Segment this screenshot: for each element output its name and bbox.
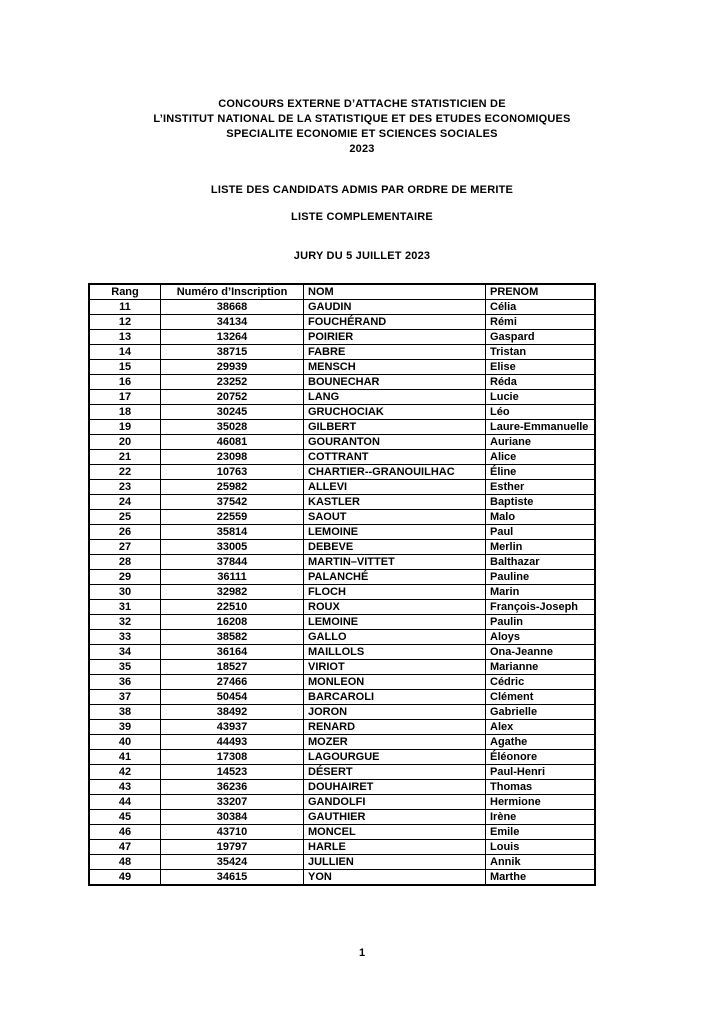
rang-cell: 24: [89, 495, 161, 510]
rang-cell: 41: [89, 750, 161, 765]
table-row: [89, 675, 595, 690]
rang-cell: 34: [89, 645, 161, 660]
rang-cell: 47: [89, 840, 161, 855]
table-row: [89, 465, 595, 480]
prenom-cell: Agathe: [486, 735, 596, 750]
numero-cell: 43710: [161, 825, 304, 840]
numero-cell: 38715: [161, 345, 304, 360]
nom-cell: GAUTHIER: [304, 810, 486, 825]
jury-date: JURY DU 5 JUILLET 2023: [293, 250, 431, 262]
table-row: [89, 825, 595, 840]
nom-cell: GILBERT: [304, 420, 486, 435]
subtitle-complementary-list: LISTE COMPLEMENTAIRE: [291, 211, 433, 223]
table-row: [89, 540, 595, 555]
numero-cell: 23252: [161, 375, 304, 390]
prenom-cell: Emile: [486, 825, 596, 840]
table-row: [89, 435, 595, 450]
rang-cell: 46: [89, 825, 161, 840]
prenom-cell: Thomas: [486, 780, 596, 795]
numero-cell: 43937: [161, 720, 304, 735]
rang-cell: 11: [89, 300, 161, 315]
prenom-cell: Cédric: [486, 675, 596, 690]
rang-cell: 32: [89, 615, 161, 630]
nom-cell: HARLE: [304, 840, 486, 855]
prenom-cell: Paul: [486, 525, 596, 540]
numero-cell: 22510: [161, 600, 304, 615]
nom-cell: VIRIOT: [304, 660, 486, 675]
numero-cell: 34615: [161, 870, 304, 886]
prenom-cell: Léo: [486, 405, 596, 420]
numero-cell: 30384: [161, 810, 304, 825]
numero-cell: 35028: [161, 420, 304, 435]
prenom-cell: Marin: [486, 585, 596, 600]
rang-cell: 18: [89, 405, 161, 420]
nom-cell: FLOCH: [304, 585, 486, 600]
prenom-cell: Pauline: [486, 570, 596, 585]
prenom-cell: Alice: [486, 450, 596, 465]
rang-cell: 48: [89, 855, 161, 870]
prenom-cell: Ona-Jeanne: [486, 645, 596, 660]
prenom-cell: Malo: [486, 510, 596, 525]
prenom-cell: Tristan: [486, 345, 596, 360]
table-row: [89, 630, 595, 645]
numero-cell: 36236: [161, 780, 304, 795]
rang-cell: 35: [89, 660, 161, 675]
nom-cell: YON: [304, 870, 486, 886]
prenom-cell: Marianne: [486, 660, 596, 675]
nom-cell: RENARD: [304, 720, 486, 735]
numero-cell: 33005: [161, 540, 304, 555]
prenom-cell: Paulin: [486, 615, 596, 630]
nom-cell: GRUCHOCIAK: [304, 405, 486, 420]
prenom-cell: Annik: [486, 855, 596, 870]
rang-cell: 21: [89, 450, 161, 465]
nom-cell: ROUX: [304, 600, 486, 615]
table-row: [89, 690, 595, 705]
prenom-cell: Aloys: [486, 630, 596, 645]
nom-cell: GOURANTON: [304, 435, 486, 450]
nom-cell: CHARTIER--GRANOUILHAC: [304, 465, 486, 480]
nom-cell: DEBEVE: [304, 540, 486, 555]
nom-cell: LANG: [304, 390, 486, 405]
table-row: [89, 480, 595, 495]
numero-cell: 37844: [161, 555, 304, 570]
rang-cell: 44: [89, 795, 161, 810]
header-nom: NOM: [304, 284, 486, 300]
rang-cell: 28: [89, 555, 161, 570]
nom-cell: LEMOINE: [304, 525, 486, 540]
nom-cell: KASTLER: [304, 495, 486, 510]
prenom-cell: Marthe: [486, 870, 596, 886]
numero-cell: 13264: [161, 330, 304, 345]
subtitle-merit-list: LISTE DES CANDIDATS ADMIS PAR ORDRE DE MERITE: [210, 184, 514, 196]
title-line-3: SPECIALITE ECONOMIE ET SCIENCES SOCIALES: [226, 128, 498, 140]
table-row: [89, 330, 595, 345]
table-row: [89, 360, 595, 375]
rang-cell: 29: [89, 570, 161, 585]
prenom-cell: Balthazar: [486, 555, 596, 570]
rang-cell: 49: [89, 870, 161, 886]
table-row: [89, 615, 595, 630]
numero-cell: 10763: [161, 465, 304, 480]
header-rang: Rang: [89, 284, 161, 300]
table-row: [89, 600, 595, 615]
prenom-cell: Laure-Emmanuelle: [486, 420, 596, 435]
nom-cell: GAUDIN: [304, 300, 486, 315]
numero-cell: 38668: [161, 300, 304, 315]
rang-cell: 38: [89, 705, 161, 720]
table-row: [89, 555, 595, 570]
rang-cell: 14: [89, 345, 161, 360]
numero-cell: 44493: [161, 735, 304, 750]
table-row: [89, 645, 595, 660]
prenom-cell: Gabrielle: [486, 705, 596, 720]
table-row: [89, 840, 595, 855]
table-row: [89, 720, 595, 735]
rang-cell: 31: [89, 600, 161, 615]
table-row: [89, 855, 595, 870]
rang-cell: 36: [89, 675, 161, 690]
prenom-cell: Lucie: [486, 390, 596, 405]
numero-cell: 25982: [161, 480, 304, 495]
rang-cell: 22: [89, 465, 161, 480]
prenom-cell: François-Joseph: [486, 600, 596, 615]
title-line-1: CONCOURS EXTERNE D’ATTACHE STATISTICIEN DE: [218, 98, 506, 110]
document-title: [0, 97, 724, 157]
prenom-cell: Elise: [486, 360, 596, 375]
title-line-year: 2023: [349, 143, 375, 155]
table-row: [89, 585, 595, 600]
numero-cell: 50454: [161, 690, 304, 705]
rang-cell: 17: [89, 390, 161, 405]
table-row: [89, 405, 595, 420]
nom-cell: DOUHAIRET: [304, 780, 486, 795]
prenom-cell: Réda: [486, 375, 596, 390]
prenom-cell: Esther: [486, 480, 596, 495]
nom-cell: JULLIEN: [304, 855, 486, 870]
nom-cell: GALLO: [304, 630, 486, 645]
nom-cell: MONLEON: [304, 675, 486, 690]
numero-cell: 22559: [161, 510, 304, 525]
header-numero: Numéro d’Inscription: [161, 284, 304, 300]
header-row: [89, 284, 595, 300]
header-prenom: PRENOM: [486, 284, 596, 300]
table-row: [89, 870, 595, 886]
prenom-cell: Hermione: [486, 795, 596, 810]
nom-cell: MENSCH: [304, 360, 486, 375]
rang-cell: 43: [89, 780, 161, 795]
rang-cell: 39: [89, 720, 161, 735]
table-row: [89, 525, 595, 540]
numero-cell: 27466: [161, 675, 304, 690]
rang-cell: 27: [89, 540, 161, 555]
rang-cell: 19: [89, 420, 161, 435]
prenom-cell: Alex: [486, 720, 596, 735]
rang-cell: 40: [89, 735, 161, 750]
prenom-cell: Merlin: [486, 540, 596, 555]
table-row: [89, 660, 595, 675]
nom-cell: MARTIN–VITTET: [304, 555, 486, 570]
nom-cell: FABRE: [304, 345, 486, 360]
numero-cell: 34134: [161, 315, 304, 330]
page-number: 1: [358, 947, 366, 959]
rang-cell: 37: [89, 690, 161, 705]
nom-cell: COTTRANT: [304, 450, 486, 465]
numero-cell: 46081: [161, 435, 304, 450]
numero-cell: 14523: [161, 765, 304, 780]
rang-cell: 25: [89, 510, 161, 525]
prenom-cell: Baptiste: [486, 495, 596, 510]
nom-cell: MOZER: [304, 735, 486, 750]
table-row: [89, 810, 595, 825]
numero-cell: 36164: [161, 645, 304, 660]
prenom-cell: Auriane: [486, 435, 596, 450]
numero-cell: 29939: [161, 360, 304, 375]
table-row: [89, 750, 595, 765]
rang-cell: 12: [89, 315, 161, 330]
table-row: [89, 375, 595, 390]
rang-cell: 16: [89, 375, 161, 390]
rang-cell: 23: [89, 480, 161, 495]
numero-cell: 36111: [161, 570, 304, 585]
numero-cell: 17308: [161, 750, 304, 765]
numero-cell: 32982: [161, 585, 304, 600]
numero-cell: 16208: [161, 615, 304, 630]
numero-cell: 38582: [161, 630, 304, 645]
rang-cell: 13: [89, 330, 161, 345]
prenom-cell: Célia: [486, 300, 596, 315]
rang-cell: 33: [89, 630, 161, 645]
prenom-cell: Louis: [486, 840, 596, 855]
nom-cell: PALANCHÉ: [304, 570, 486, 585]
rang-cell: 26: [89, 525, 161, 540]
nom-cell: LEMOINE: [304, 615, 486, 630]
table-row: [89, 390, 595, 405]
numero-cell: 19797: [161, 840, 304, 855]
prenom-cell: Éline: [486, 465, 596, 480]
table-row: [89, 300, 595, 315]
prenom-cell: Irène: [486, 810, 596, 825]
table-row: [89, 450, 595, 465]
numero-cell: 38492: [161, 705, 304, 720]
table-row: [89, 315, 595, 330]
numero-cell: 35424: [161, 855, 304, 870]
nom-cell: POIRIER: [304, 330, 486, 345]
prenom-cell: Rémi: [486, 315, 596, 330]
nom-cell: SAOUT: [304, 510, 486, 525]
table-row: [89, 495, 595, 510]
nom-cell: JORON: [304, 705, 486, 720]
numero-cell: 18527: [161, 660, 304, 675]
nom-cell: MAILLOLS: [304, 645, 486, 660]
numero-cell: 30245: [161, 405, 304, 420]
prenom-cell: Clément: [486, 690, 596, 705]
nom-cell: FOUCHÉRAND: [304, 315, 486, 330]
nom-cell: LAGOURGUE: [304, 750, 486, 765]
numero-cell: 33207: [161, 795, 304, 810]
table-row: [89, 510, 595, 525]
prenom-cell: Éléonore: [486, 750, 596, 765]
table-row: [89, 780, 595, 795]
numero-cell: 20752: [161, 390, 304, 405]
nom-cell: GANDOLFI: [304, 795, 486, 810]
numero-cell: 35814: [161, 525, 304, 540]
title-line-2: L’INSTITUT NATIONAL DE LA STATISTIQUE ET DES ETUDES ECONOMIQUES: [153, 113, 571, 125]
rang-cell: 15: [89, 360, 161, 375]
table-row: [89, 420, 595, 435]
numero-cell: 37542: [161, 495, 304, 510]
table-row: [89, 735, 595, 750]
rang-cell: 30: [89, 585, 161, 600]
results-table: [88, 283, 596, 886]
table-row: [89, 570, 595, 585]
rang-cell: 42: [89, 765, 161, 780]
table-row: [89, 765, 595, 780]
results-table-head: [89, 284, 595, 300]
prenom-cell: Paul-Henri: [486, 765, 596, 780]
table-row: [89, 345, 595, 360]
nom-cell: BOUNECHAR: [304, 375, 486, 390]
nom-cell: DÉSERT: [304, 765, 486, 780]
rang-cell: 45: [89, 810, 161, 825]
table-row: [89, 705, 595, 720]
nom-cell: MONCEL: [304, 825, 486, 840]
table-row: [89, 795, 595, 810]
numero-cell: 23098: [161, 450, 304, 465]
nom-cell: BARCAROLI: [304, 690, 486, 705]
rang-cell: 20: [89, 435, 161, 450]
prenom-cell: Gaspard: [486, 330, 596, 345]
results-table-body: [89, 300, 595, 886]
nom-cell: ALLEVI: [304, 480, 486, 495]
